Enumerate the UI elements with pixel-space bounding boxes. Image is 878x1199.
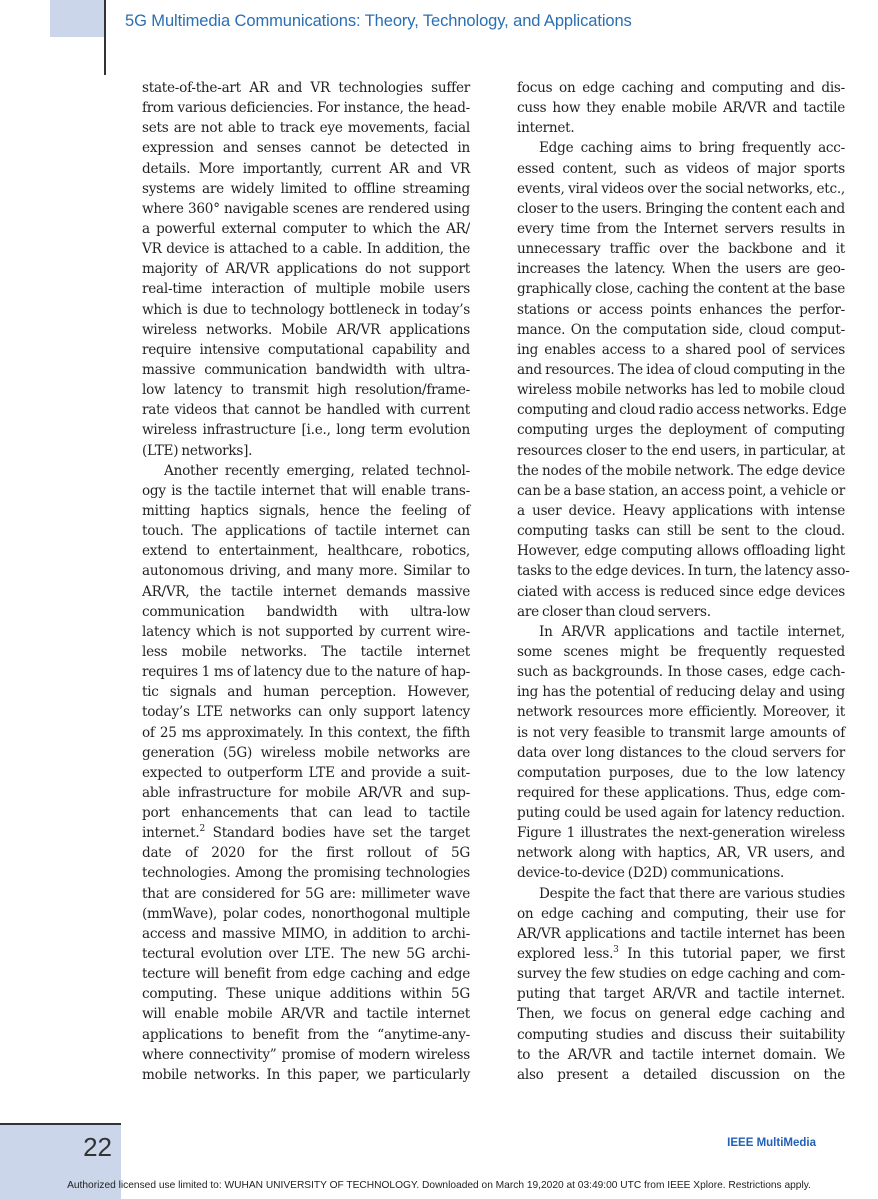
text-line: port enhancements that can lead to tactile [142,805,470,822]
text-line: on edge caching and computing, their use for [517,905,845,922]
text-line: puting could be used again for latency reduction. [517,805,845,822]
text-line: and resources. The idea of cloud computing in the [517,361,845,378]
text-line: puting that target AR/VR and tactile internet. [517,986,845,1003]
text-line: Edge caching aims to bring frequently acc- [539,140,845,157]
text-line: network along with haptics, AR, VR users, and [517,845,845,862]
text-line: expected to outperform LTE and provide a suit- [142,764,470,781]
text-line: closer to the users. Bringing the content each and [517,200,845,217]
text-line: Another recently emerging, related technol- [164,462,470,479]
left-column [142,78,470,1085]
text-line: computation purposes, due to the low latency [517,764,845,781]
text-line: essed content, such as videos of major sports [517,160,845,177]
text-line: latency which is not supported by current wire- [142,623,470,640]
text-line: tecture will benefit from edge caching and edge [142,966,470,983]
text-line: computing studies and discuss their suitability [517,1026,845,1043]
text-line: require intensive computational capability and [142,341,470,358]
text-line: AR/VR, the tactile internet demands massive [142,583,470,600]
text-line: device-to-device (D2D) communications. [517,865,785,882]
text-line: computing urges the deployment of computing [517,422,845,439]
text-line: today’s LTE networks can only support latency [142,704,470,721]
text-line: details. More importantly, current AR and VR [142,160,470,177]
text-line: date of 2020 for the first rollout of 5G [142,845,470,862]
text-line: wireless infrastructure [i.e., long term evolution [142,422,470,439]
text-line: is not very feasible to transmit large amounts of [517,724,845,741]
text-line: However, edge computing allows offloading light [517,543,845,560]
text-line: stations or access points enhances the perfor- [517,301,845,318]
journal-name: IEEE MultiMedia [727,1137,816,1149]
text-line: that are considered for 5G are: millimeter wave [142,885,470,902]
text-line: wireless networks. Mobile AR/VR applications [142,321,470,338]
text-line: VR device is attached to a cable. In addition, the [142,241,470,258]
text-line: unnecessary traffic over the backbone and it [517,241,845,258]
text-line: tectural evolution over LTE. The new 5G archi- [142,946,470,963]
text-line: Despite the fact that there are various studies [539,885,845,902]
text-line: data over long distances to the cloud servers for [517,744,845,761]
header-vertical-rule [104,0,106,75]
page-number: 22 [83,1132,112,1162]
text-line: applications to benefit from the “anytime-any- [142,1026,470,1043]
text-line: mance. On the computation side, cloud comput- [517,321,845,338]
text-line: AR/VR applications and tactile internet has been [517,925,845,942]
text-line: systems are widely limited to offline streaming [142,180,470,197]
text-line: increases the latency. When the users are geo- [517,261,845,278]
text-line: can be a base station, an access point, a vehicle or [517,482,845,499]
text-line: explored less.$^3$ In this tutorial paper, we first [517,945,845,963]
running-title: 5G Multimedia Communications: Theory, Technology, and Applications [125,12,632,30]
text-line: sets are not able to track eye movements, facial [142,120,470,137]
text-line: majority of AR/VR applications do not support [142,261,470,278]
text-line: (LTE) networks]. [142,442,253,459]
text-line: state-of-the-art AR and VR technologies suffer [142,80,470,96]
license-notice: Authorized licensed use limited to: WUHAN UNIVERSITY OF TECHNOLOGY. Downloaded on March 19,2020 at 03:49:00 UTC from IEEE Xplore. Restrictions apply. [67,1180,811,1191]
text-line: tasks to the edge devices. In turn, the latency asso- [517,563,850,580]
text-line: where 360° navigable scenes are rendered using [142,200,470,217]
text-line: mitting haptics signals, hence the feeling of [142,502,470,519]
text-line: the nodes of the mobile network. The edge device [517,462,845,479]
text-line: requires 1 ms of latency due to the nature of hap- [142,664,470,681]
text-line: network resources more efficiently. Moreover, it [517,704,845,721]
text-line: events, viral videos over the social networks, etc., [517,180,845,197]
text-line: extend to entertainment, healthcare, robotics, [142,543,470,560]
text-line: a user device. Heavy applications with intense [517,502,845,519]
text-line: (mmWave), polar codes, nonorthogonal multiple [142,905,470,922]
text-line: mobile networks. In this paper, we particularly [142,1066,470,1083]
text-line: wireless mobile networks has led to mobile cloud [517,382,845,399]
text-line: ogy is the tactile internet that will enable trans- [142,482,470,499]
header-accent-block [50,0,104,37]
text-line: able infrastructure for mobile AR/VR and sup- [142,784,470,801]
footnote-marker[interactable]: 2 [199,824,205,835]
text-line: some scenes might be frequently requested [517,643,845,660]
text-line: computing. These unique additions within 5G [142,986,470,1003]
text-line: rate videos that cannot be handled with current [142,402,470,419]
text-line: touch. The applications of tactile internet can [142,523,470,540]
text-line: computing tasks can still be sent to the cloud. [517,523,845,540]
text-line: low latency to transmit high resolution/frame- [142,382,470,399]
text-line: every time from the Internet servers results in [517,220,845,237]
text-line: where connectivity” promise of modern wireless [142,1046,470,1063]
text-line: ing enables access to a shared pool of services [517,341,845,358]
right-column [517,78,850,1085]
text-line: will enable mobile AR/VR and tactile internet [142,1006,470,1023]
text-line: computing and cloud radio access networks. Edge [517,402,847,419]
text-line: In AR/VR applications and tactile internet, [539,623,845,640]
text-line: graphically close, caching the content at the base [517,281,845,298]
text-line: resources closer to the end users, in particular, at [517,442,845,459]
text-line: of 25 ms approximately. In this context, the fifth [142,724,470,741]
text-line: focus on edge caching and computing and dis- [517,80,845,96]
text-line: tic signals and human perception. However, [142,684,470,701]
text-line: cuss how they enable mobile AR/VR and tactile [517,100,845,117]
text-line: less mobile networks. The tactile internet [142,643,470,660]
text-line: ciated with access is reduced since edge devices [517,583,845,600]
text-line: Figure 1 illustrates the next-generation wireless [517,825,845,842]
text-line: internet. [517,120,575,137]
text-line: from various deficiencies. For instance, the head- [142,100,470,117]
text-line: also present a detailed discussion on the [517,1066,845,1083]
text-line: survey the few studies on edge caching and com- [517,966,845,983]
text-line: expression and senses cannot be detected in [142,140,470,157]
text-line: generation (5G) wireless mobile networks are [142,744,470,761]
text-line: autonomous driving, and many more. Similar to [142,563,470,580]
text-line: which is due to technology bottleneck in today’s [142,301,470,318]
text-line: such as backgrounds. In those cases, edge cach- [517,664,845,681]
text-line: technologies. Among the promising technologies [142,865,470,882]
footnote-marker[interactable]: 3 [613,945,619,956]
text-line: internet.$^2$ Standard bodies have set the target [142,824,470,842]
text-line: are closer than cloud servers. [517,603,711,620]
text-line: Then, we focus on general edge caching and [517,1006,845,1023]
text-line: real-time interaction of multiple mobile users [142,281,470,298]
text-line: communication bandwidth with ultra-low [142,603,470,620]
text-line: access and massive MIMO, in addition to archi- [142,925,470,942]
text-line: required for these applications. Thus, edge com- [517,784,845,801]
text-line: a powerful external computer to which the AR/ [142,220,470,237]
text-line: ing has the potential of reducing delay and using [517,684,845,701]
text-line: massive communication bandwidth with ultra- [142,361,470,378]
text-line: to the AR/VR and tactile internet domain. We [517,1046,845,1063]
